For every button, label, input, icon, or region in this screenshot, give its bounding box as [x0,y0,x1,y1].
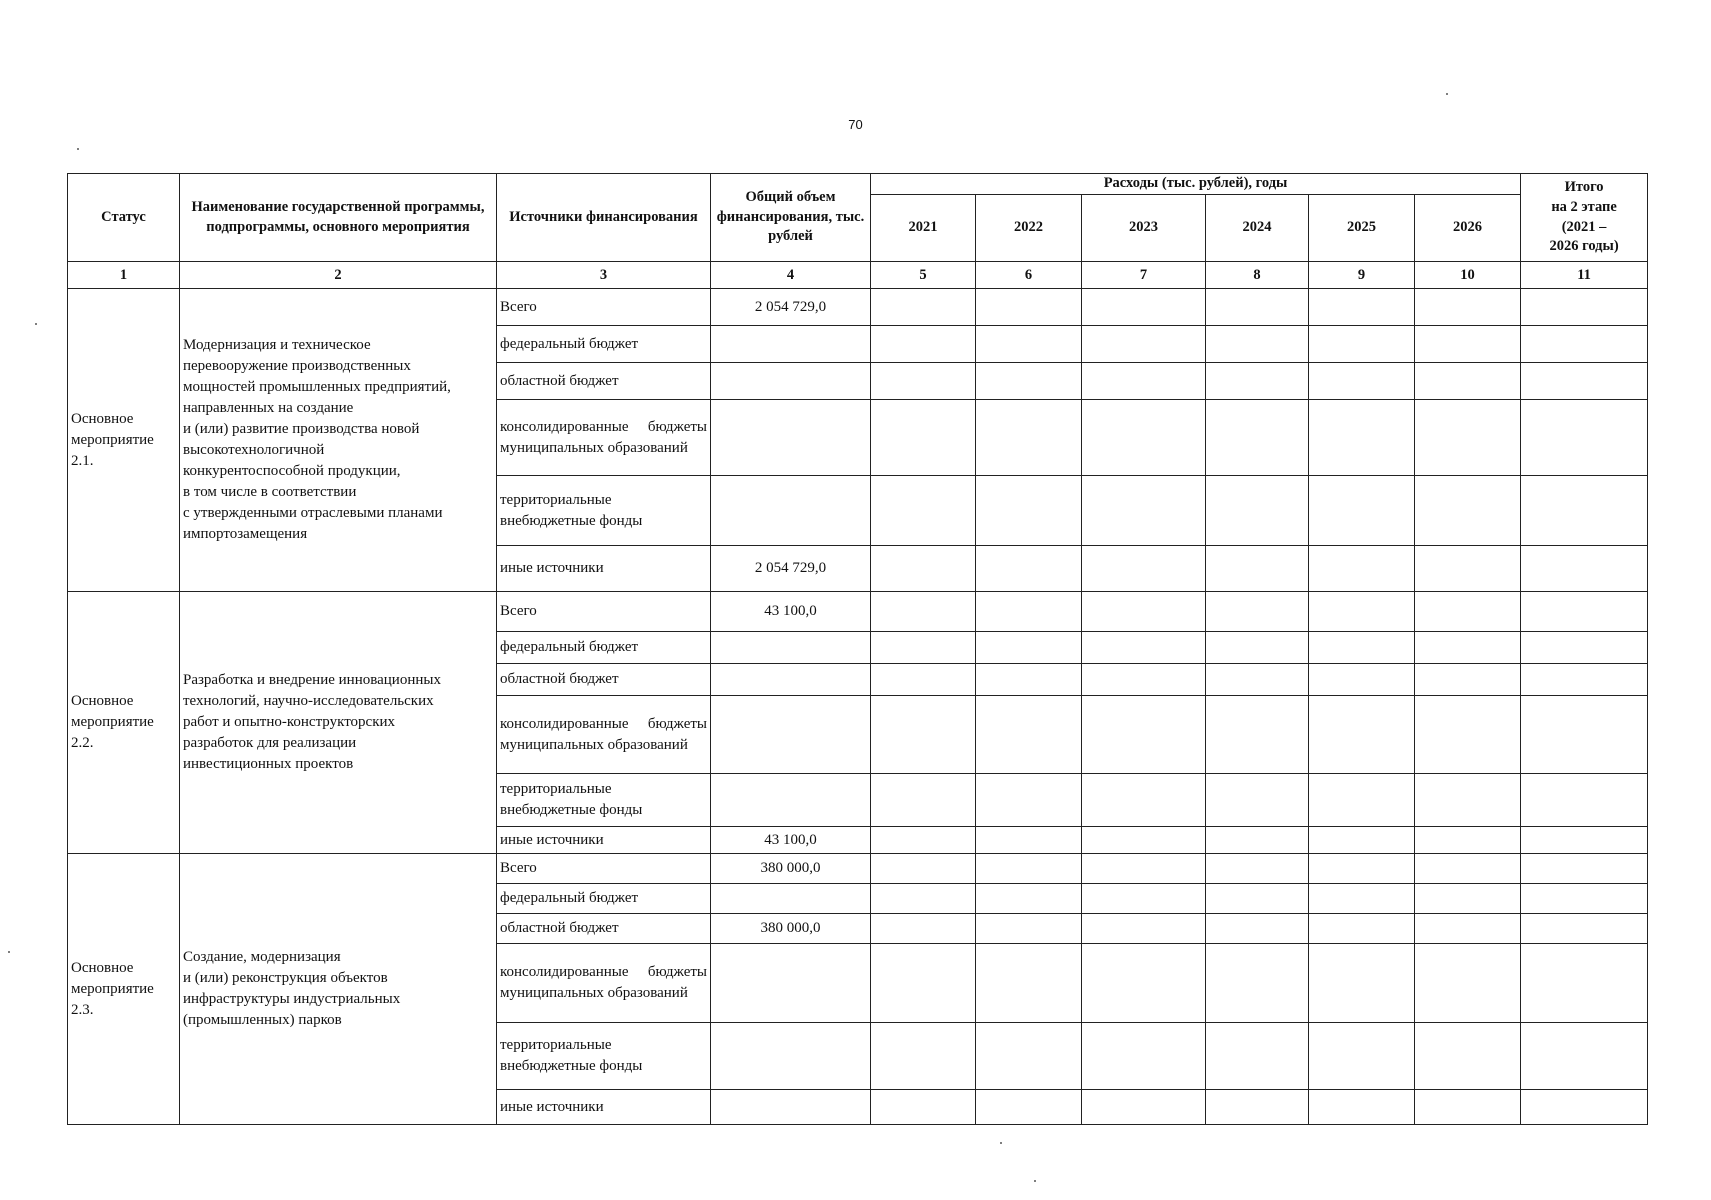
year-cell [1082,476,1206,546]
year-cell [1309,827,1415,854]
source-label: территориальные внебюджетные фонды [497,476,711,546]
year-cell [1415,944,1521,1023]
year-cell [1082,326,1206,363]
source-label: областной бюджет [497,363,711,400]
total-amount [711,632,871,664]
activity-name-line: мощностей промышленных предприятий, [183,379,451,395]
activity-name-line: технологий, научно-исследовательских [183,693,434,709]
year-cell [976,363,1082,400]
total-amount: 43 100,0 [711,827,871,854]
activity-name-line: Создание, модернизация [183,949,341,965]
total-amount [711,326,871,363]
total-amount: 2 054 729,0 [711,289,871,326]
year-cell [1415,1090,1521,1125]
year-cell [871,664,976,696]
header-sources: Источники финансирования [497,174,711,262]
year-cell [976,696,1082,774]
year-cell [1309,696,1415,774]
activity-name [180,854,497,1125]
year-cell [871,400,976,476]
stage-total-cell [1521,289,1648,326]
source-label: федеральный бюджет [497,884,711,914]
header-name: Наименование государственной программы, подпрограммы, основного мероприятия [180,174,497,262]
scan-speck [1000,1142,1002,1144]
column-number: 7 [1082,262,1206,289]
activity-name-line: инвестиционных проектов [183,756,354,772]
year-cell [1309,592,1415,632]
stage-total-cell [1521,400,1648,476]
stage-total-cell [1521,632,1648,664]
header-stage-total-line4: 2026 годы) [1549,238,1619,255]
year-cell [976,592,1082,632]
year-cell [1082,632,1206,664]
activity-name-line: работ и опытно-конструкторских [183,714,396,730]
activity-name-line: конкурентоспособной продукции, [183,463,401,479]
year-cell [1082,854,1206,884]
year-cell [1415,326,1521,363]
total-amount [711,1090,871,1125]
year-cell [871,854,976,884]
source-label: иные источники [497,546,711,592]
activity-name [180,592,497,854]
year-cell [1206,546,1309,592]
column-number: 6 [976,262,1082,289]
year-cell [976,1023,1082,1090]
year-cell [1206,696,1309,774]
year-cell [1082,289,1206,326]
year-cell [976,914,1082,944]
header-total-volume: Общий объем финансирования, тыс. рублей [711,174,871,262]
scan-speck [1034,1180,1036,1182]
source-label: территориальные внебюджетные фонды [497,1023,711,1090]
year-cell [1206,1090,1309,1125]
stage-total-cell [1521,1023,1648,1090]
source-label: Всего [497,854,711,884]
year-cell [871,632,976,664]
year-cell [976,827,1082,854]
year-cell [1309,400,1415,476]
financing-table [67,173,1648,1125]
scan-speck [1446,93,1448,95]
year-cell [1309,884,1415,914]
total-amount [711,944,871,1023]
year-cell [871,363,976,400]
year-cell [871,944,976,1023]
activity-name-line: разработок для реализации [183,735,357,751]
stage-total-cell [1521,696,1648,774]
total-amount [711,1023,871,1090]
activity-name-line: с утвержденными отраслевыми планами [183,505,443,521]
year-cell [1309,854,1415,884]
year-cell [1206,664,1309,696]
header-year: 2025 [1309,195,1415,262]
scan-speck [35,323,37,325]
activity-name-line: перевооружение производственных [183,358,411,374]
year-cell [871,1023,976,1090]
column-number: 5 [871,262,976,289]
stage-total-cell [1521,1090,1648,1125]
source-label: Всего [497,592,711,632]
source-label: консолидированные бюджеты муниципальных образований [497,400,711,476]
year-cell [871,476,976,546]
source-label: территориальные внебюджетные фонды [497,774,711,827]
column-number: 10 [1415,262,1521,289]
header-year: 2022 [976,195,1082,262]
year-cell [1206,592,1309,632]
year-cell [1082,363,1206,400]
total-amount [711,884,871,914]
year-cell [1415,632,1521,664]
year-cell [976,476,1082,546]
year-cell [1309,914,1415,944]
source-label: консолидированные бюджеты муниципальных образований [497,944,711,1023]
year-cell [1309,289,1415,326]
year-cell [1415,400,1521,476]
year-cell [976,632,1082,664]
stage-total-cell [1521,914,1648,944]
header-year: 2024 [1206,195,1309,262]
column-number: 1 [68,262,180,289]
column-number: 4 [711,262,871,289]
total-amount [711,476,871,546]
year-cell [1309,363,1415,400]
total-amount: 43 100,0 [711,592,871,632]
year-cell [871,696,976,774]
scan-speck [8,951,10,953]
activity-status: Основное мероприятие 2.2. [68,592,180,854]
activity-name-line: направленных на создание [183,400,354,416]
activity-name-line: инфраструктуры индустриальных [183,991,401,1007]
year-cell [1415,774,1521,827]
header-year: 2021 [871,195,976,262]
activity-name-line: высокотехнологичной [183,442,325,458]
header-stage-total-line1: Итого [1564,179,1604,196]
year-cell [1415,363,1521,400]
column-number: 11 [1521,262,1648,289]
year-cell [1309,1090,1415,1125]
column-number: 9 [1309,262,1415,289]
year-cell [871,827,976,854]
year-cell [976,546,1082,592]
year-cell [1206,854,1309,884]
year-cell [1415,476,1521,546]
year-cell [1309,546,1415,592]
stage-total-cell [1521,476,1648,546]
year-cell [976,774,1082,827]
year-cell [1082,827,1206,854]
year-cell [1206,914,1309,944]
year-cell [1082,400,1206,476]
year-cell [1309,476,1415,546]
year-cell [1309,1023,1415,1090]
stage-total-cell [1521,546,1648,592]
year-cell [976,1090,1082,1125]
total-amount [711,774,871,827]
year-cell [1206,827,1309,854]
year-cell [1415,289,1521,326]
year-cell [871,592,976,632]
year-cell [1309,664,1415,696]
year-cell [1082,774,1206,827]
year-cell [1415,914,1521,944]
total-amount [711,400,871,476]
total-amount [711,696,871,774]
activity-name-line: в том числе в соответствии [183,484,357,500]
year-cell [1415,592,1521,632]
header-expenses-group: Расходы (тыс. рублей), годы [871,174,1521,195]
table-row [68,289,1648,326]
column-number: 2 [180,262,497,289]
year-cell [871,326,976,363]
header-year: 2026 [1415,195,1521,262]
activity-name-line: (промышленных) парков [183,1012,342,1028]
source-label: иные источники [497,1090,711,1125]
header-stage-total-line2: на 2 этапе [1551,198,1617,215]
header-year: 2023 [1082,195,1206,262]
year-cell [976,326,1082,363]
year-cell [1415,546,1521,592]
year-cell [871,1090,976,1125]
year-cell [976,854,1082,884]
header-stage-total-line3: (2021 – [1561,218,1607,235]
year-cell [1082,1090,1206,1125]
source-label: консолидированные бюджеты муниципальных образований [497,696,711,774]
stage-total-cell [1521,664,1648,696]
total-amount: 380 000,0 [711,854,871,884]
year-cell [1206,289,1309,326]
year-cell [1415,696,1521,774]
stage-total-cell [1521,774,1648,827]
year-cell [1206,774,1309,827]
year-cell [1082,546,1206,592]
year-cell [1415,664,1521,696]
activity-name-line: и (или) развитие производства новой [183,421,420,437]
year-cell [1082,664,1206,696]
activity-name-line: импортозамещения [183,526,308,542]
table-row [68,592,1648,632]
header-status: Статус [68,174,180,262]
year-cell [1206,944,1309,1023]
stage-total-cell [1521,827,1648,854]
year-cell [1309,632,1415,664]
activity-name-line: Модернизация и техническое [183,337,371,353]
year-cell [871,884,976,914]
year-cell [1206,632,1309,664]
year-cell [871,546,976,592]
column-number-row [68,262,1648,289]
year-cell [976,884,1082,914]
source-label: иные источники [497,827,711,854]
year-cell [1206,1023,1309,1090]
year-cell [1415,884,1521,914]
table-row [68,854,1648,884]
year-cell [1206,476,1309,546]
stage-total-cell [1521,363,1648,400]
year-cell [976,944,1082,1023]
stage-total-cell [1521,592,1648,632]
year-cell [871,774,976,827]
year-cell [1309,774,1415,827]
column-number: 8 [1206,262,1309,289]
source-label: федеральный бюджет [497,632,711,664]
year-cell [1415,854,1521,884]
scan-speck [77,148,79,150]
source-label: Всего [497,289,711,326]
activity-name [180,289,497,592]
year-cell [976,400,1082,476]
year-cell [1415,1023,1521,1090]
stage-total-cell [1521,884,1648,914]
source-label: федеральный бюджет [497,326,711,363]
stage-total-cell [1521,326,1648,363]
year-cell [871,914,976,944]
stage-total-cell [1521,944,1648,1023]
total-amount: 380 000,0 [711,914,871,944]
year-cell [1309,326,1415,363]
stage-total-cell [1521,854,1648,884]
year-cell [976,289,1082,326]
year-cell [1206,363,1309,400]
page-number: 70 [848,117,863,132]
year-cell [976,664,1082,696]
year-cell [1082,1023,1206,1090]
year-cell [1082,884,1206,914]
year-cell [871,289,976,326]
total-amount: 2 054 729,0 [711,546,871,592]
source-label: областной бюджет [497,914,711,944]
total-amount [711,664,871,696]
year-cell [1082,944,1206,1023]
source-label: областной бюджет [497,664,711,696]
activity-status: Основное мероприятие 2.3. [68,854,180,1125]
column-number: 3 [497,262,711,289]
year-cell [1415,827,1521,854]
year-cell [1082,914,1206,944]
year-cell [1082,696,1206,774]
activity-name-line: и (или) реконструкция объектов [183,970,388,986]
year-cell [1206,326,1309,363]
year-cell [1309,944,1415,1023]
total-amount [711,363,871,400]
header-stage-total [1521,174,1648,262]
activity-status: Основное мероприятие 2.1. [68,289,180,592]
year-cell [1206,884,1309,914]
year-cell [1082,592,1206,632]
activity-name-line: Разработка и внедрение инновационных [183,672,441,688]
year-cell [1206,400,1309,476]
